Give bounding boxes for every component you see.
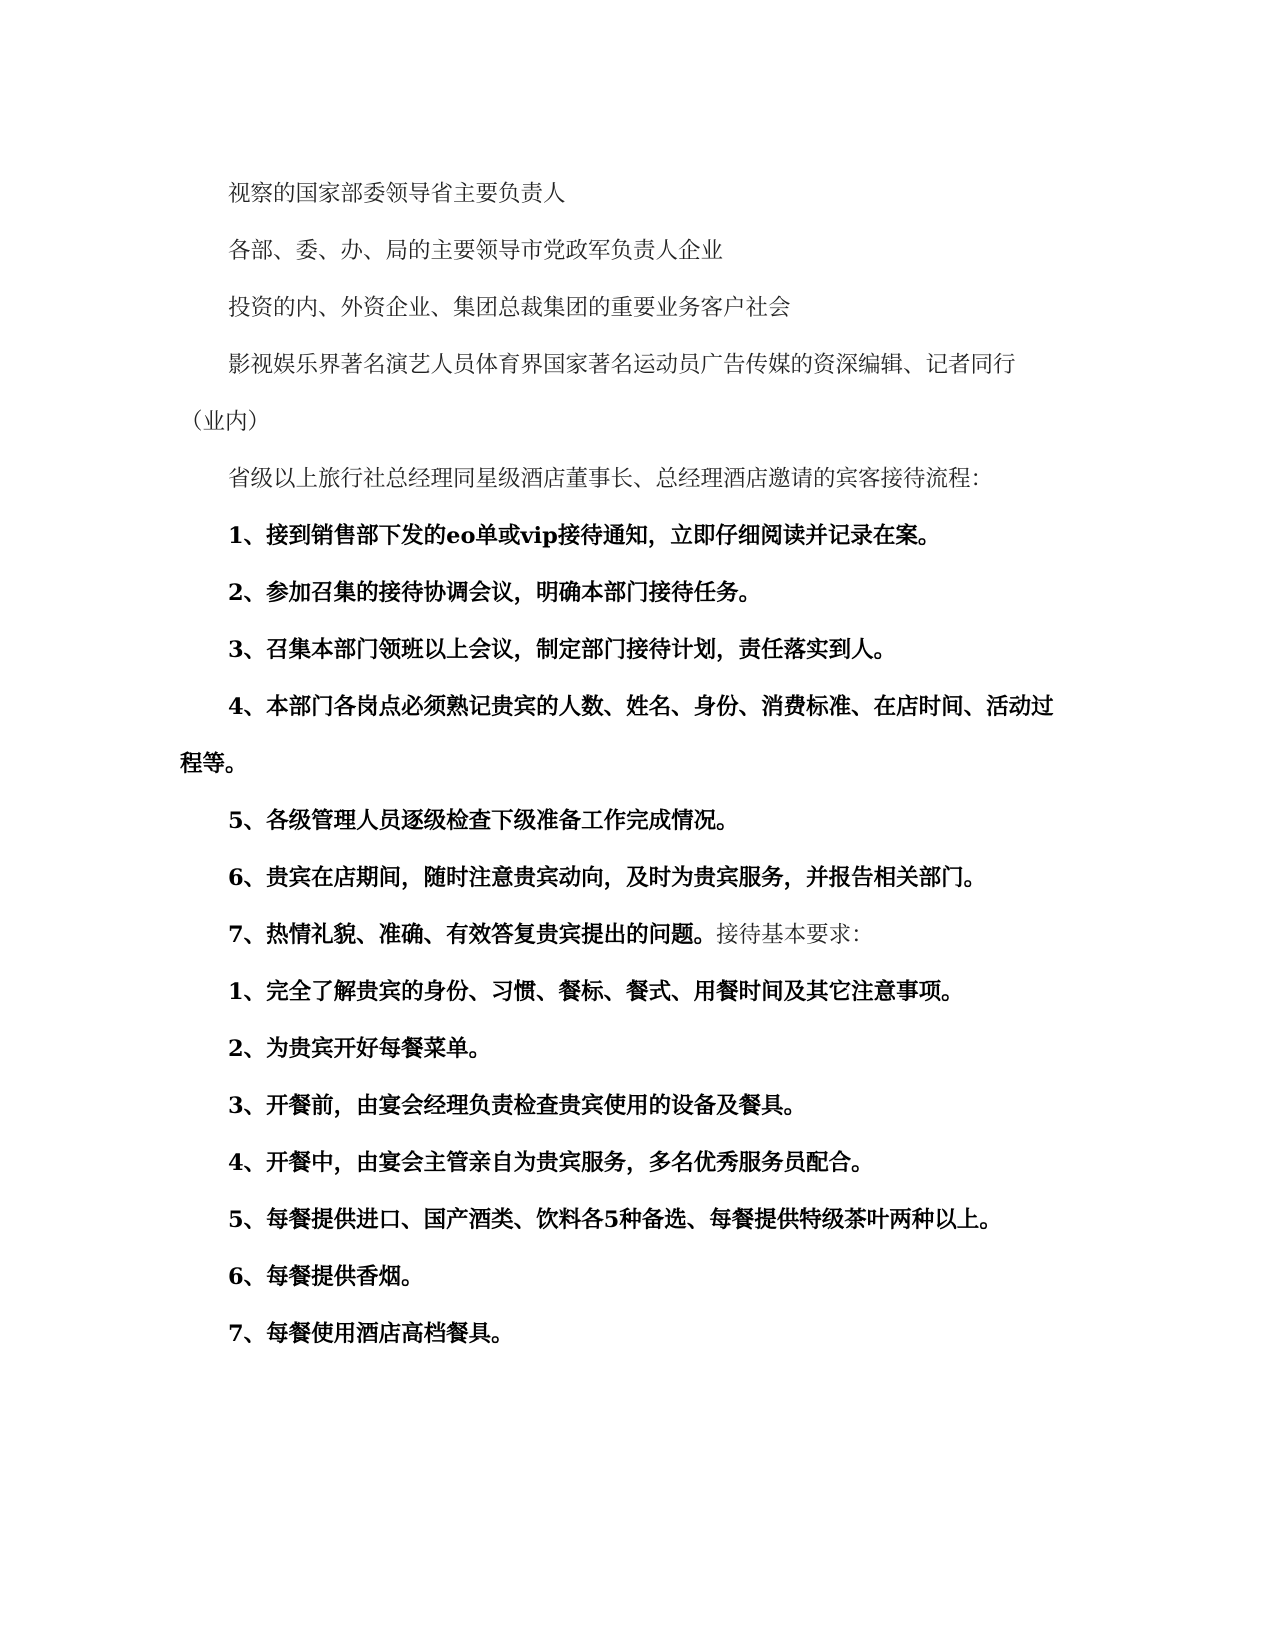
intro-line: 影视娱乐界著名演艺人员体育界国家著名运动员广告传媒的资深编辑、记者同行（业内）	[180, 352, 1016, 435]
requirement-item: 5、每餐提供进口、国产酒类、饮料各5种备选、每餐提供特级茶叶两种以上。	[228, 1207, 1002, 1233]
intro-line: 各部、委、办、局的主要领导市党政军负责人企业	[228, 238, 724, 264]
intro-line: 投资的内、外资企业、集团总裁集团的重要业务客户社会	[228, 295, 791, 321]
procedure-step-7	[180, 907, 1060, 964]
requirement-item: 2、为贵宾开好每餐菜单。	[228, 1036, 492, 1062]
procedure-step: 1、接到销售部下发的eo单或vip接待通知，立即仔细阅读并记录在案。	[228, 523, 941, 549]
requirement-item: 6、每餐提供香烟。	[228, 1264, 424, 1290]
intro-line: 省级以上旅行社总经理同星级酒店董事长、总经理酒店邀请的宾客接待流程：	[228, 466, 994, 492]
procedure-step-7-text: 7、热情礼貌、准确、有效答复贵宾提出的问题。	[228, 922, 717, 948]
requirement-item: 7、每餐使用酒店高档餐具。	[228, 1321, 514, 1347]
requirement-item: 1、完全了解贵宾的身份、习惯、餐标、餐式、用餐时间及其它注意事项。	[228, 979, 964, 1005]
intro-line: 视察的国家部委领导省主要负责人	[228, 181, 566, 207]
procedure-step: 4、本部门各岗点必须熟记贵宾的人数、姓名、身份、消费标准、在店时间、活动过程等。	[180, 694, 1054, 777]
procedure-step: 6、贵宾在店期间，随时注意贵宾动向，及时为贵宾服务，并报告相关部门。	[228, 865, 987, 891]
requirement-item: 4、开餐中，由宴会主管亲自为贵宾服务，多名优秀服务员配合。	[228, 1150, 874, 1176]
requirements-heading: 接待基本要求：	[716, 922, 874, 948]
procedure-step: 2、参加召集的接待协调会议，明确本部门接待任务。	[228, 580, 762, 606]
document-body	[180, 166, 1060, 1363]
requirement-item: 3、开餐前，由宴会经理负责检查贵宾使用的设备及餐具。	[228, 1093, 807, 1119]
procedure-step: 5、各级管理人员逐级检查下级准备工作完成情况。	[228, 808, 739, 834]
procedure-step: 3、召集本部门领班以上会议，制定部门接待计划，责任落实到人。	[228, 637, 897, 663]
